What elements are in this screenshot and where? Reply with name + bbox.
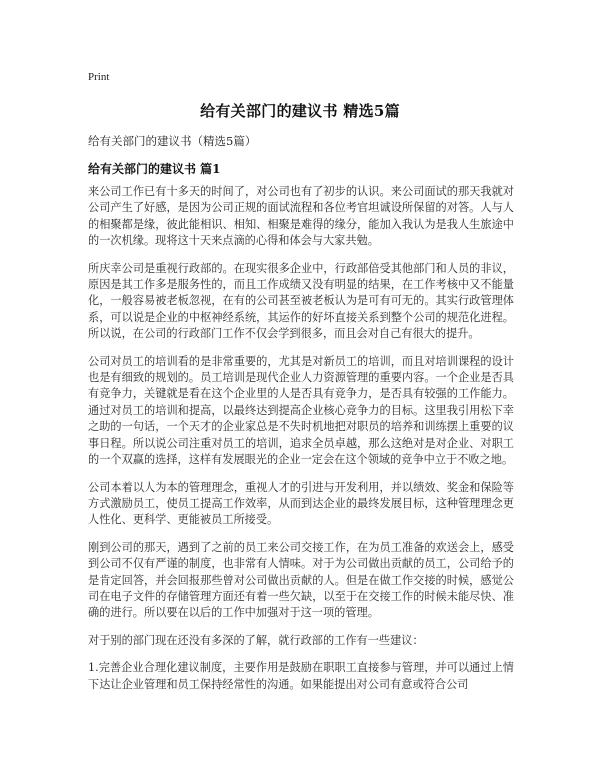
document-subtitle: 给有关部门的建议书（精选5篇） — [88, 134, 257, 148]
paragraph: 1.完善企业合理化建议制度，主要作用是鼓励在职职工直接参与管理，并可以通过上情下达让企业管理和员工保持经常性的沟通。如果能提出对公司有意或符合公司 — [88, 661, 514, 691]
paragraph: 对于别的部门现在还没有多深的了解，就行政部的工作有一些建议： — [88, 633, 424, 647]
section-heading: 给有关部门的建议书 篇1 — [88, 162, 221, 176]
document-body — [88, 184, 514, 704]
print-link[interactable]: Print — [88, 71, 110, 83]
paragraph: 来公司工作已有十多天的时间了，对公司也有了初步的认识。来公司面试的那天我就对公司产生了好感，是因为公司正规的面试流程和各位考官坦诚设所保留的对答。人与人的相聚都是缘，彼此能相识、相知、相聚是难得的缘分，能加入我认为是我人生旅途中的一次机缘。现将这十天来点滴的心得和体会与大家共勉。 — [88, 185, 514, 248]
paragraph: 所庆幸公司是重视行政部的。在现实很多企业中，行政部倍受其他部门和人员的非议，原因是其工作多是服务性的，而且工作成绩又没有明显的结果，在工作考核中又不能量化，一般容易被老板忽视，在有的公司甚至被老板认为是可有可无的。其实行政管理体系，可以说是企业的中枢神经系统，其运作的好坏直接关系到整个公司的规范化进程。所以说，在公司的行政部门工作不仅会学到很多，而且会对自己有很大的提升。 — [88, 261, 514, 341]
paragraph: 刚到公司的那天，遇到了之前的员工来公司交接工作，在为员工准备的欢送会上，感受到公司不仅有严谨的制度，也非常有人情味。对于为公司做出贡献的员工，公司给予的是肯定回答，并会回报那些曾对公司做出贡献的人。但是在做工作交接的时候，感觉公司在电子文件的存储管理方面还有着一些欠缺，以至于在交接工作的时候未能尽快、准确的进行。所以要在以后的工作中加强对于这一项的管理。 — [88, 540, 514, 620]
paragraph: 公司本着以人为本的管理理念，重视人才的引进与开发利用，并以绩效、奖金和保险等方式激励员工，使员工提高工作效率，从而到达企业的最终发展目标，这种管理理念更人性化、更科学、更能被员工所接受。 — [88, 480, 514, 527]
document-title: 给有关部门的建议书 精选5篇 — [200, 102, 400, 120]
paragraph: 公司对员工的培训看的是非常重要的，尤其是对新员工的培训，而且对培训课程的设计也是有细致的规划的。员工培训是现代企业人力资源管理的重要内容。一个企业是否具有竞争力，关键就是看在这个企业里的人是否具有竞争力，是否具有较强的工作能力。通过对员工的培训和提高，以最终达到提高企业核心竞争力的目标。这里我引用松下幸之助的一句话，一个天才的企业家总是不失时机地把对职员的培养和训练摆上重要的议事日程。所以说公司注重对员工的培训，追求全员卓越，那么这绝对是对企业、对职工的一个双赢的选择，这样有发展眼光的企业一定会在这个领域的竞争中立于不败之地。 — [88, 354, 514, 467]
